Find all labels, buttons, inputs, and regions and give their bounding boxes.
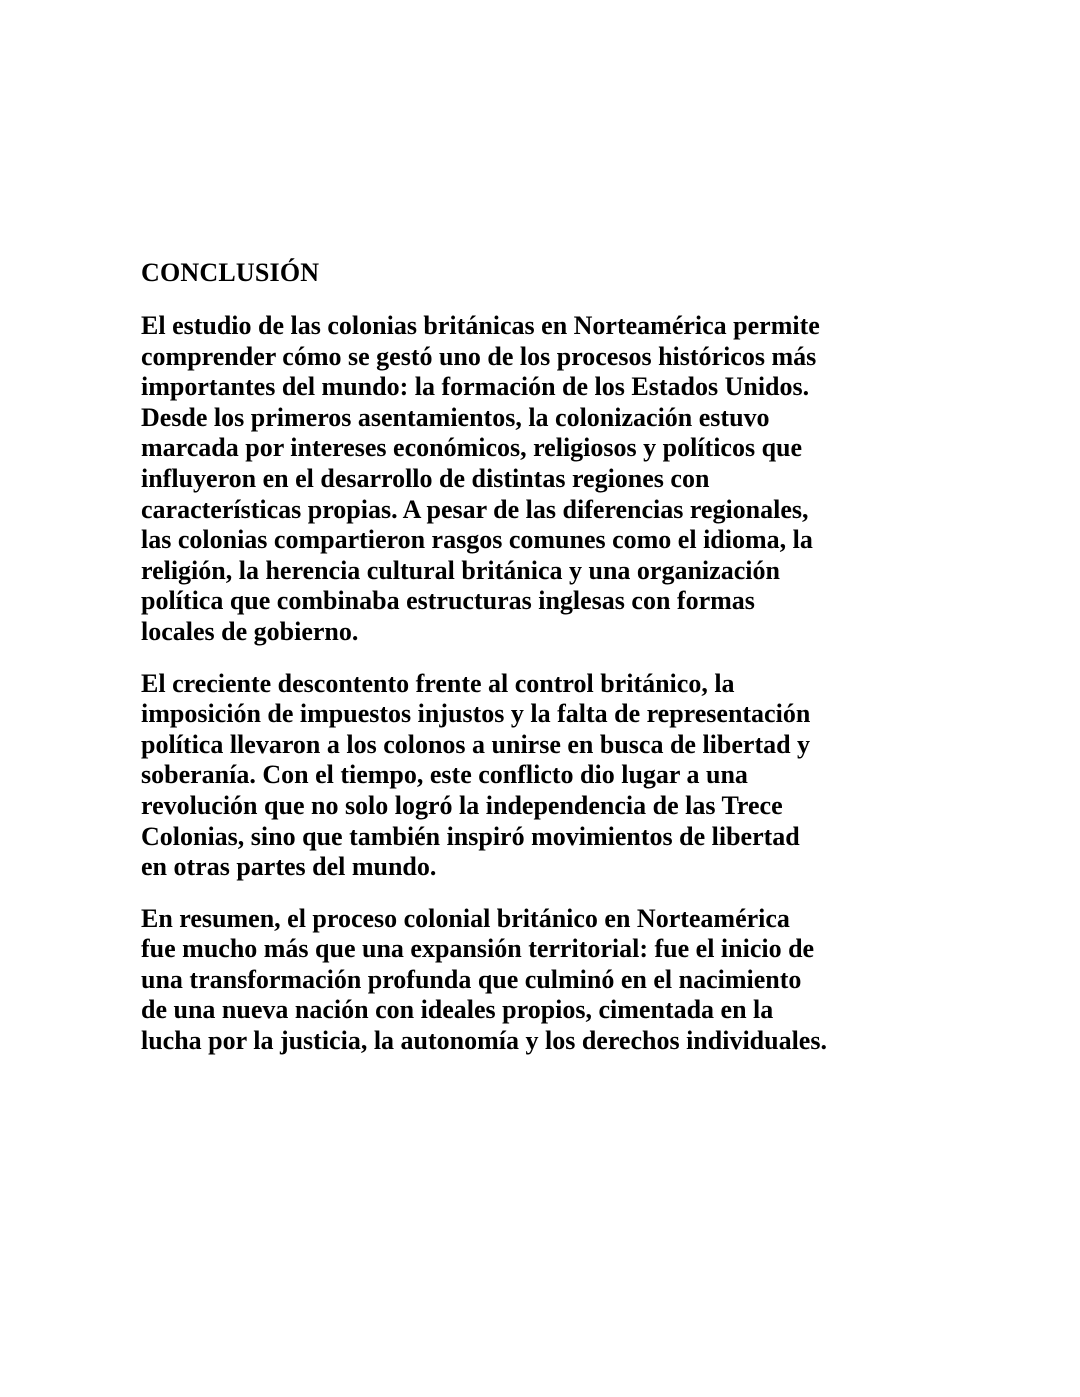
text-line: comprender cómo se gestó uno de los procesos históricos más — [141, 341, 817, 371]
paragraph — [141, 311, 861, 648]
text-line: El creciente descontento frente al control británico, la — [141, 668, 735, 698]
section-title: CONCLUSIÓN — [141, 258, 320, 287]
text-line: imposición de impuestos injustos y la falta de representación — [141, 699, 811, 729]
text-line: lucha por la justicia, la autonomía y los derechos individuales. — [141, 1026, 827, 1056]
text-line: El estudio de las colonias británicas en Norteamérica permite — [141, 311, 820, 340]
text-line: de una nueva nación con ideales propios, cimentada en la — [141, 995, 774, 1025]
text-line: características propias. A pesar de las diferencias regionales, — [141, 494, 809, 524]
paragraphs-container — [141, 311, 861, 1057]
text-line: en otras partes del mundo. — [141, 852, 437, 882]
text-line: religión, la herencia cultural británica y una organización — [141, 555, 780, 585]
text-line: influyeron en el desarrollo de distintas regiones con — [141, 463, 710, 493]
text-line: soberanía. Con el tiempo, este conflicto dio lugar a una — [141, 760, 748, 790]
text-line: En resumen, el proceso colonial británico en Norteamérica — [141, 903, 790, 933]
text-line: política llevaron a los colonos a unirse en busca de libertad y — [141, 729, 811, 759]
text-line: fue mucho más que una expansión territorial: fue el inicio de — [141, 934, 815, 964]
paragraph — [141, 669, 861, 883]
paragraph — [141, 904, 861, 1057]
text-line: importantes del mundo: la formación de los Estados Unidos. — [141, 372, 810, 402]
text-line: locales de gobierno. — [141, 616, 359, 646]
text-line: Desde los primeros asentamientos, la colonización estuvo — [141, 402, 770, 432]
document-body — [141, 256, 861, 1078]
text-line: política que combinaba estructuras inglesas con formas — [141, 586, 755, 616]
text-line: marcada por intereses económicos, religiosos y políticos que — [141, 433, 803, 463]
text-line: una transformación profunda que culminó en el nacimiento — [141, 964, 802, 994]
text-line: revolución que no solo logró la independencia de las Trece — [141, 790, 783, 820]
text-line: las colonias compartieron rasgos comunes como el idioma, la — [141, 525, 813, 555]
text-line: Colonias, sino que también inspiró movimientos de libertad — [141, 821, 800, 851]
